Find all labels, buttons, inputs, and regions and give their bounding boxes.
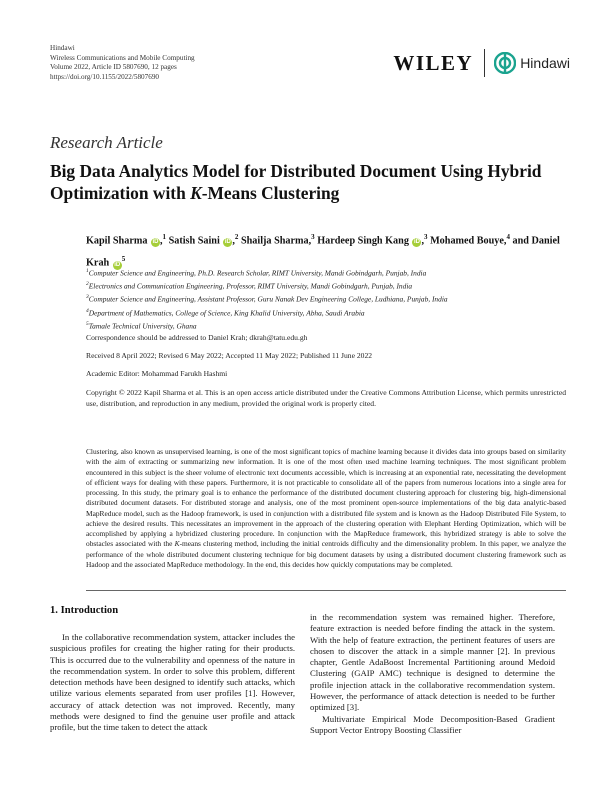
affiliation-text: Department of Mathematics, College of Science, King Khalid University, Abha, Saudi Arabia [88, 307, 365, 317]
hindawi-logo-icon [494, 52, 516, 74]
intro-column-right [310, 612, 555, 736]
article-title [50, 160, 570, 204]
intro-paragraph: Multivariate Empirical Mode Decomposition-Based Gradient Support Vector Entropy Boosting Classifier [310, 713, 555, 735]
abstract [86, 447, 566, 570]
author-affiliation-marker: 5 [121, 255, 126, 264]
affiliation-item [86, 306, 566, 319]
affiliation-text: Computer Science and Engineering, Ph.D. Research Scholar, RIMT University, Mandi Gobindgarh, Punjab, India [88, 268, 427, 278]
author-affiliation-marker: 2 [234, 233, 239, 241]
abstract-text: Clustering, also known as unsupervised learning, is one of the most significant topics of machine learning because it divides data into groups based on similarity with the aim of extracting or summarizing new information. It is one of the most often used machine learning techniques. The most significant problem encountered in this subject is the sheer volume of electronic text documents accessible, which is increasing at an exponential rate, necessitating the development of efficient ways for dealing with these papers. Furthermore, it is not practicable to consolidate all of the papers from numerous locations into a single area for processing. In this study, the primary goal is to enhance the performance of the distributed document clustering approach for clustering big, high-dimensional distributed document datasets. For distributed storage and analysis, one of the most prominent open-source implementations of the big data analytic-based MapReduce model, such as the Hadoop framework, is used in conjunction with a distributed file system and is known as the Hadoop Distributed File System, to achieve the desired results. This necessitates an improvement in the approach of the clustering operation with Elephant Herding Optimization, which will be accomplished by applying a hybridized clustering procedure. In conjunction with the MapReduce framework, this hybridized strategy is able to solve the obstacles associated with the [86, 447, 566, 549]
affiliation-item [86, 319, 566, 332]
academic-editor: Academic Editor: Mohammad Farukh Hashmi [86, 369, 228, 378]
journal-name: Wireless Communications and Mobile Computing [50, 53, 195, 62]
affiliation-item [86, 292, 566, 305]
intro-paragraph: in the recommendation system was remained higher. Therefore, feature extraction is needed before finding the attack in the system. With the help of feature extraction, the pertinent features of users are chosen to discover the attack in a simple manner [2]. In previous chapter, Gentle AdaBoost Incremental Partitioning around Medoid Clustering (GAIP AMC) technique is designed to determine the profile injection attack in the collaborative recommendation system. However, the performance of attack detection is needed to be further optimized [3]. [310, 612, 555, 713]
affiliation-text: Electronics and Communication Engineering, Professor, RIMT University, Mandi Gobindgarh, Punjab, India [88, 281, 413, 291]
title-part2: -Means Clustering [201, 183, 340, 203]
orcid-icon[interactable]: iD [224, 239, 231, 246]
correspondence: Correspondence should be addressed to Daniel Krah; dkrah@tatu.edu.gh [86, 333, 308, 342]
author-affiliation-marker: 3 [424, 233, 428, 241]
author-name[interactable]: Mohamed Bouye, [430, 235, 507, 247]
orcid-icon[interactable]: iD [413, 239, 420, 246]
publisher-brand [393, 48, 570, 78]
journal-info [50, 44, 195, 82]
article-type: Research Article [50, 133, 163, 152]
publication-dates: Received 8 April 2022; Revised 6 May 2022; Accepted 11 May 2022; Published 11 June 2022 [86, 351, 373, 360]
author-affiliation-marker: 3 [311, 233, 315, 241]
abstract-k: K [174, 539, 180, 549]
author-name[interactable]: Shailja Sharma, [240, 235, 312, 247]
authors-conjunction: and [512, 235, 529, 247]
affiliation-number: 3 [86, 294, 89, 301]
affiliation-text: Computer Science and Engineering, Assistant Professor, Guru Nanak Dev Engineering College, Ludhiana, Punjab, India [88, 294, 448, 304]
abstract-divider [86, 590, 566, 591]
author-name[interactable]: Daniel Krah [86, 235, 560, 269]
wiley-logo: WILEY [393, 50, 474, 75]
author-name[interactable]: Hardeep Singh Kang [317, 235, 409, 247]
copyright-notice: Copyright © 2022 Kapil Sharma et al. This is an open access article distributed under the Creative Commons Attribution License, which permits unrestricted use, distribution, and reproduction in any medium, provided the original work is properly cited. [86, 388, 566, 408]
title-k: K [190, 183, 202, 203]
author-affiliation-marker: 4 [506, 233, 510, 241]
section-heading-introduction: 1. Introduction [50, 605, 119, 616]
affiliation-item [86, 266, 566, 279]
affiliation-number: 1 [86, 268, 89, 274]
doi-link[interactable]: https://doi.org/10.1155/2022/5807690 [50, 72, 160, 81]
intro-column-left: In the collaborative recommendation system, attacker includes the suspicious profiles for creating the higher rating for their products. This is occurred due to the vulnerability and openness of the nature in the recommendation system. In order to solve this problem, different detection methods have been designed to identify such attacks, which utilize various elements separated from user profiles [1]. However, accuracy of attack detection was not improved. Recently, many methods were designed to find the genuine user profile and attack profile, but the time taken to detect the attack [50, 632, 295, 733]
orcid-icon[interactable]: iD [114, 261, 121, 268]
abstract-text-cont: -means clustering method, including the initial centroids difficulty and the dimensionality problem. In this paper, we analyze the performance of the whole distributed document clustering technique for big document datasets by using a distributed document clustering framework such as Hadoop and the associated MapReduce methodology. In the end, this decides how quickly computations may be completed. [86, 539, 566, 569]
affiliation-text: Tamale Technical University, Ghana [88, 321, 197, 331]
author-name[interactable]: Satish Saini [168, 235, 220, 247]
affiliation-item [86, 279, 566, 292]
affiliation-list [86, 266, 566, 332]
volume-info: Volume 2022, Article ID 5807690, 12 pages [50, 63, 177, 71]
brand-divider [484, 49, 485, 77]
hindawi-wordmark: Hindawi [520, 55, 570, 71]
author-name[interactable]: Kapil Sharma [86, 235, 148, 247]
publisher-name: Hindawi [50, 44, 75, 52]
affiliation-number: 5 [86, 320, 89, 327]
orcid-icon[interactable]: iD [152, 239, 159, 246]
hindawi-logo [494, 52, 570, 74]
author-list: Kapil Sharma iD ,$^1$ Satish Saini iD ,$^2$ Shailja Sharma,$^3$ Hardeep Singh Kang iD ,$^3$ Mohamed Bouye,$^4$ and Daniel Krah $iD^5$ [86, 233, 560, 269]
affiliation-number: 2 [86, 281, 89, 288]
title-part1: Big Data Analytics Model for Distributed Document Using Hybrid Optimization with [50, 161, 542, 203]
affiliation-number: 4 [86, 307, 89, 314]
author-affiliation-marker: 1 [162, 233, 167, 241]
